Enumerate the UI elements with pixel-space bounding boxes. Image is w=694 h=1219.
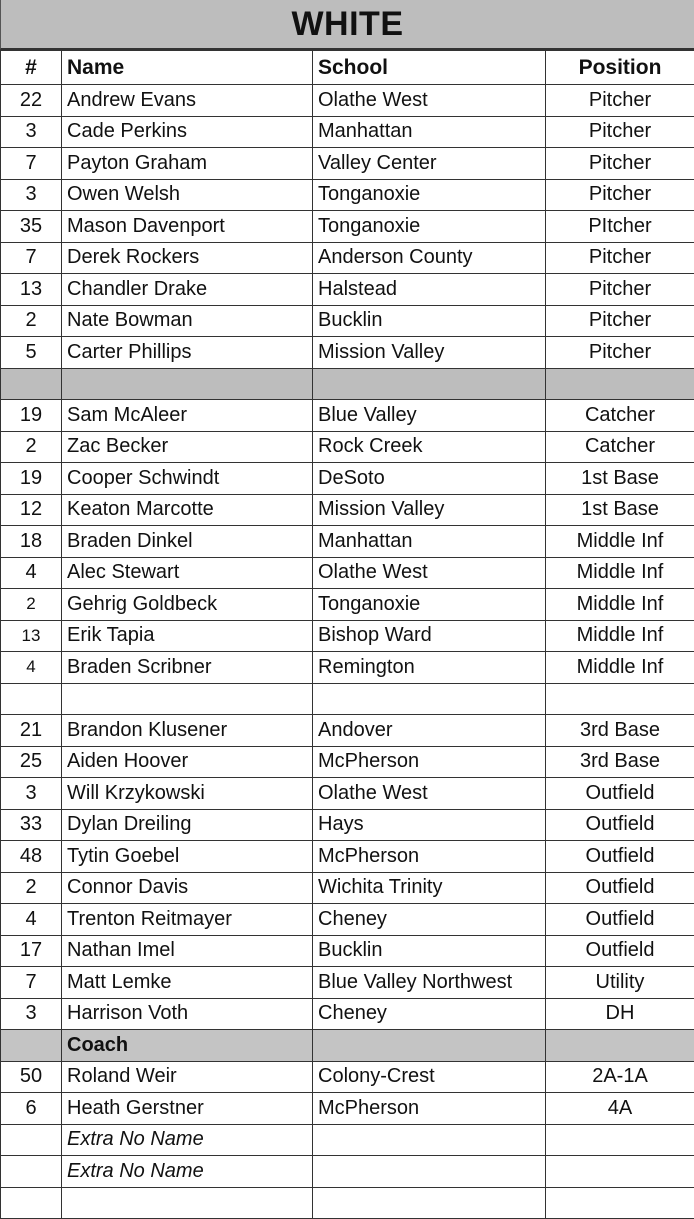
player-school: Colony-Crest (313, 1061, 546, 1093)
player-number: 35 (1, 211, 62, 243)
table-row (1, 652, 694, 684)
player-school: Manhattan (313, 116, 546, 148)
player-position: Pitcher (546, 179, 694, 211)
table-row (1, 715, 694, 747)
table-row (1, 872, 694, 904)
table-row (1, 305, 694, 337)
player-number: 13 (1, 620, 62, 652)
player-position: Catcher (546, 431, 694, 463)
table-row (1, 904, 694, 936)
player-school: Hays (313, 809, 546, 841)
team-title: WHITE (0, 0, 694, 50)
empty-cell (546, 1030, 694, 1062)
player-name: Mason Davenport (62, 211, 313, 243)
player-name: Zac Becker (62, 431, 313, 463)
empty-cell (1, 1187, 62, 1219)
player-school: Cheney (313, 904, 546, 936)
player-school: Mission Valley (313, 494, 546, 526)
player-name: Aiden Hoover (62, 746, 313, 778)
extra-row (1, 1156, 694, 1188)
player-position: Catcher (546, 400, 694, 432)
table-row (1, 935, 694, 967)
player-school: McPherson (313, 1093, 546, 1125)
player-name: Trenton Reitmayer (62, 904, 313, 936)
player-school: Manhattan (313, 526, 546, 558)
player-school: Anderson County (313, 242, 546, 274)
player-school: Cheney (313, 998, 546, 1030)
table-row (1, 1061, 694, 1093)
player-position: Pitcher (546, 148, 694, 180)
player-number: 2 (1, 431, 62, 463)
roster-body (1, 85, 694, 1219)
player-name: Brandon Klusener (62, 715, 313, 747)
player-name: Braden Dinkel (62, 526, 313, 558)
player-name: Alec Stewart (62, 557, 313, 589)
player-name: Derek Rockers (62, 242, 313, 274)
player-name: Cade Perkins (62, 116, 313, 148)
player-number: 33 (1, 809, 62, 841)
player-number: 2 (1, 589, 62, 621)
player-number: 2 (1, 872, 62, 904)
empty-cell (546, 368, 694, 400)
player-position: Outfield (546, 809, 694, 841)
table-row (1, 85, 694, 117)
player-name: Braden Scribner (62, 652, 313, 684)
empty-cell (313, 1030, 546, 1062)
table-row (1, 557, 694, 589)
player-position: Pitcher (546, 305, 694, 337)
player-school: Tonganoxie (313, 589, 546, 621)
player-school: Halstead (313, 274, 546, 306)
table-row (1, 179, 694, 211)
header-number: # (1, 51, 62, 85)
player-number: 18 (1, 526, 62, 558)
trailing-row (1, 1187, 694, 1219)
player-name: Heath Gerstner (62, 1093, 313, 1125)
player-position: Outfield (546, 935, 694, 967)
player-school: Blue Valley Northwest (313, 967, 546, 999)
player-school: McPherson (313, 746, 546, 778)
empty-cell (62, 368, 313, 400)
player-name: Matt Lemke (62, 967, 313, 999)
player-number: 3 (1, 179, 62, 211)
player-name: Cooper Schwindt (62, 463, 313, 495)
table-row (1, 400, 694, 432)
table-row (1, 274, 694, 306)
player-school: Olathe West (313, 557, 546, 589)
player-position: 4A (546, 1093, 694, 1125)
section-divider (1, 368, 694, 400)
table-row (1, 809, 694, 841)
table-row (1, 998, 694, 1030)
player-school: Valley Center (313, 148, 546, 180)
table-row (1, 337, 694, 369)
player-number: 22 (1, 85, 62, 117)
player-name: Dylan Dreiling (62, 809, 313, 841)
extra-name: Extra No Name (62, 1124, 313, 1156)
player-school: McPherson (313, 841, 546, 873)
player-name: Keaton Marcotte (62, 494, 313, 526)
empty-cell (1, 1124, 62, 1156)
player-name: Payton Graham (62, 148, 313, 180)
player-number: 4 (1, 904, 62, 936)
player-position: 1st Base (546, 463, 694, 495)
empty-cell (546, 683, 694, 715)
player-position: Pitcher (546, 85, 694, 117)
player-name: Roland Weir (62, 1061, 313, 1093)
player-school: Wichita Trinity (313, 872, 546, 904)
player-name: Chandler Drake (62, 274, 313, 306)
table-row (1, 620, 694, 652)
player-position: Pitcher (546, 337, 694, 369)
empty-cell (1, 368, 62, 400)
player-position: Pitcher (546, 242, 694, 274)
player-number: 48 (1, 841, 62, 873)
table-row (1, 431, 694, 463)
empty-cell (1, 1156, 62, 1188)
empty-cell (546, 1124, 694, 1156)
player-school: Olathe West (313, 85, 546, 117)
player-number: 50 (1, 1061, 62, 1093)
player-school: Bucklin (313, 935, 546, 967)
player-number: 4 (1, 652, 62, 684)
table-row (1, 746, 694, 778)
header-school: School (313, 51, 546, 85)
player-number: 13 (1, 274, 62, 306)
player-number: 2 (1, 305, 62, 337)
table-row (1, 116, 694, 148)
player-position: Outfield (546, 778, 694, 810)
roster-table (0, 50, 694, 1219)
player-school: DeSoto (313, 463, 546, 495)
table-row (1, 494, 694, 526)
player-school: Rock Creek (313, 431, 546, 463)
player-number: 12 (1, 494, 62, 526)
player-number: 4 (1, 557, 62, 589)
coach-label: Coach (62, 1030, 313, 1062)
empty-cell (313, 368, 546, 400)
player-school: Olathe West (313, 778, 546, 810)
table-row (1, 841, 694, 873)
empty-cell (313, 1124, 546, 1156)
player-position: Pitcher (546, 116, 694, 148)
player-name: Will Krzykowski (62, 778, 313, 810)
table-row (1, 778, 694, 810)
extra-name: Extra No Name (62, 1156, 313, 1188)
player-number: 5 (1, 337, 62, 369)
table-row (1, 211, 694, 243)
player-number: 19 (1, 400, 62, 432)
player-name: Harrison Voth (62, 998, 313, 1030)
empty-cell (1, 683, 62, 715)
empty-cell (313, 683, 546, 715)
player-position: Middle Inf (546, 589, 694, 621)
player-number: 3 (1, 116, 62, 148)
coach-header-row (1, 1030, 694, 1062)
player-name: Nate Bowman (62, 305, 313, 337)
player-name: Carter Phillips (62, 337, 313, 369)
extra-row (1, 1124, 694, 1156)
player-position: 2A-1A (546, 1061, 694, 1093)
player-school: Bucklin (313, 305, 546, 337)
player-position: 3rd Base (546, 715, 694, 747)
player-number: 3 (1, 998, 62, 1030)
empty-cell (313, 1156, 546, 1188)
player-school: Remington (313, 652, 546, 684)
player-position: Outfield (546, 872, 694, 904)
player-name: Tytin Goebel (62, 841, 313, 873)
player-number: 17 (1, 935, 62, 967)
header-name: Name (62, 51, 313, 85)
player-school: Bishop Ward (313, 620, 546, 652)
header-row (1, 51, 694, 85)
player-position: Pitcher (546, 274, 694, 306)
player-position: Middle Inf (546, 557, 694, 589)
empty-cell (546, 1187, 694, 1219)
player-name: Sam McAleer (62, 400, 313, 432)
empty-cell (62, 683, 313, 715)
empty-cell (62, 1187, 313, 1219)
player-position: 3rd Base (546, 746, 694, 778)
player-number: 7 (1, 967, 62, 999)
player-school: Andover (313, 715, 546, 747)
player-number: 21 (1, 715, 62, 747)
player-name: Gehrig Goldbeck (62, 589, 313, 621)
empty-cell (546, 1156, 694, 1188)
player-position: Outfield (546, 904, 694, 936)
player-name: Andrew Evans (62, 85, 313, 117)
player-school: Tonganoxie (313, 211, 546, 243)
section-divider (1, 683, 694, 715)
player-position: Middle Inf (546, 526, 694, 558)
header-position: Position (546, 51, 694, 85)
table-row (1, 967, 694, 999)
table-row (1, 1093, 694, 1125)
table-row (1, 463, 694, 495)
player-position: DH (546, 998, 694, 1030)
table-row (1, 526, 694, 558)
player-name: Connor Davis (62, 872, 313, 904)
table-row (1, 589, 694, 621)
player-name: Erik Tapia (62, 620, 313, 652)
player-number: 7 (1, 242, 62, 274)
player-school: Mission Valley (313, 337, 546, 369)
player-number: 6 (1, 1093, 62, 1125)
player-position: PItcher (546, 211, 694, 243)
player-position: 1st Base (546, 494, 694, 526)
player-position: Outfield (546, 841, 694, 873)
player-number: 3 (1, 778, 62, 810)
player-number: 25 (1, 746, 62, 778)
player-number: 19 (1, 463, 62, 495)
player-number: 7 (1, 148, 62, 180)
player-position: Middle Inf (546, 620, 694, 652)
empty-cell (313, 1187, 546, 1219)
player-name: Owen Welsh (62, 179, 313, 211)
player-position: Utility (546, 967, 694, 999)
player-position: Middle Inf (546, 652, 694, 684)
player-school: Tonganoxie (313, 179, 546, 211)
player-name: Nathan Imel (62, 935, 313, 967)
empty-cell (1, 1030, 62, 1062)
player-school: Blue Valley (313, 400, 546, 432)
table-row (1, 242, 694, 274)
table-row (1, 148, 694, 180)
